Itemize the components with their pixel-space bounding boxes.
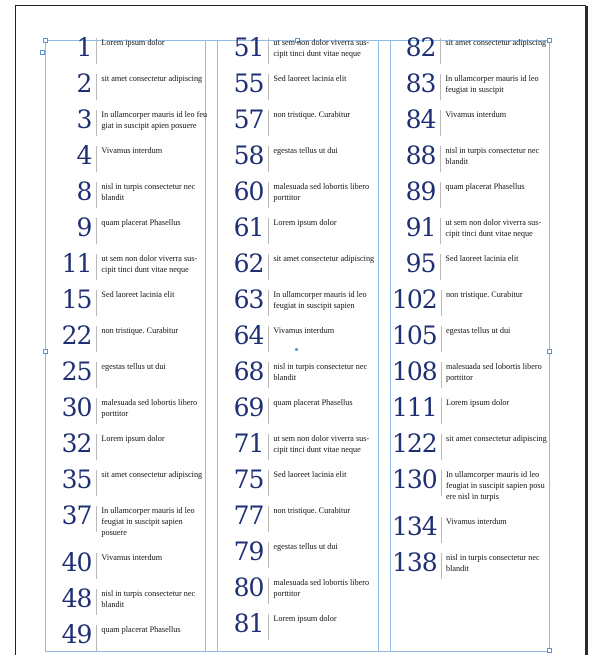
item-number: 130 xyxy=(392,465,437,494)
list-item xyxy=(392,322,552,352)
item-text: nisl in turpis consectetur nec blandit xyxy=(101,589,196,609)
item-number: 84 xyxy=(405,105,436,134)
item-text: nisl in turpis consectetur nec blandit xyxy=(101,182,196,202)
item-number: 108 xyxy=(392,357,437,386)
item-number: 49 xyxy=(61,620,92,649)
list-item xyxy=(220,286,380,316)
item-text: Sed laoreet lacinia elit xyxy=(273,74,347,83)
column-guide-2 xyxy=(217,40,218,652)
item-text: Sed laoreet lacinia elit xyxy=(445,254,519,263)
item-text: malesuada sed lobortis libero porttitor xyxy=(445,362,542,382)
item-number: 102 xyxy=(392,285,437,314)
item-text: non tristique. Curabitur xyxy=(101,326,179,335)
frame-in-port[interactable] xyxy=(40,50,45,55)
list-item xyxy=(392,286,552,316)
list-item xyxy=(220,358,380,388)
list-item xyxy=(392,430,552,460)
page-shadow xyxy=(585,6,588,655)
item-text: malesuada sed lobortis libero porttitor xyxy=(273,578,370,598)
item-number: 9 xyxy=(76,213,92,242)
item-text: Lorem ipsum dolor xyxy=(101,434,165,443)
item-number: 134 xyxy=(392,512,437,541)
list-item xyxy=(48,34,208,64)
item-number: 68 xyxy=(233,357,264,386)
list-item xyxy=(48,502,208,538)
item-number: 15 xyxy=(61,285,92,314)
item-text: malesuada sed lobortis libero porttitor xyxy=(101,398,198,418)
item-text: Vivamus interdum xyxy=(101,146,163,155)
item-text: sit amet consectetur adipiscing xyxy=(445,38,547,47)
list-item xyxy=(220,214,380,244)
list-item xyxy=(392,106,552,136)
item-number: 8 xyxy=(76,177,92,206)
item-number: 95 xyxy=(405,249,436,278)
item-text: malesuada sed lobortis libero porttitor xyxy=(273,182,370,202)
item-number: 37 xyxy=(61,501,92,530)
list-item xyxy=(220,610,380,640)
item-text: In ullamcorper mauris id leo feugiat in suscipit sapien posu ere nisl in turpis xyxy=(445,470,545,501)
item-number: 82 xyxy=(405,33,436,62)
item-text: ut sem non dolor viverra sus- cipit tinci dunt vitae neque xyxy=(445,218,542,238)
item-text: Lorem ipsum dolor xyxy=(273,218,337,227)
page-edge-left xyxy=(15,6,16,655)
frame-handle-bottom-right[interactable] xyxy=(547,648,552,653)
item-number: 91 xyxy=(405,213,436,242)
list-item xyxy=(48,250,208,280)
item-number: 79 xyxy=(233,537,264,566)
list-item xyxy=(220,142,380,172)
item-number: 25 xyxy=(61,357,92,386)
list-item xyxy=(220,466,380,496)
item-text: nisl in turpis consectetur nec blandit xyxy=(445,553,540,573)
item-text: Vivamus interdum xyxy=(445,110,507,119)
item-text: In ullamcorper mauris id leo feugiat in suscipit sapien posuere xyxy=(101,506,195,537)
item-text: Vivamus interdum xyxy=(101,553,163,562)
item-number: 60 xyxy=(233,177,264,206)
item-text: non tristique. Curabitur xyxy=(273,110,351,119)
item-text: Lorem ipsum dolor xyxy=(273,614,337,623)
item-text: egestas tellus ut dui xyxy=(101,362,166,371)
item-text: sit amet consectetur adipiscing xyxy=(101,74,203,83)
item-number: 71 xyxy=(233,429,264,458)
list-item xyxy=(48,430,208,460)
item-number: 80 xyxy=(233,573,264,602)
list-item xyxy=(392,214,552,244)
list-item xyxy=(220,70,380,100)
item-text: quam placerat Phasellus xyxy=(101,625,181,634)
list-item xyxy=(220,34,380,64)
item-text: Sed laoreet lacinia elit xyxy=(273,470,347,479)
item-text: ut sem non dolor viverra sus- cipit tinci dunt vitae neque xyxy=(101,254,198,274)
list-item xyxy=(220,106,380,136)
item-number: 1 xyxy=(76,33,92,62)
list-item xyxy=(220,250,380,280)
item-number: 22 xyxy=(61,321,92,350)
item-number: 64 xyxy=(233,321,264,350)
item-number: 138 xyxy=(392,548,437,577)
item-text: In ullamcorper mauris id leo feugiat in suscipit sapien xyxy=(273,290,367,310)
list-item xyxy=(220,502,380,532)
list-item xyxy=(220,430,380,460)
item-number: 111 xyxy=(392,393,437,422)
item-text: egestas tellus ut dui xyxy=(445,326,511,335)
item-text: Lorem ipsum dolor xyxy=(101,38,165,47)
item-text: Sed laoreet lacinia elit xyxy=(101,290,175,299)
item-number: 40 xyxy=(61,548,92,577)
item-text: Vivamus interdum xyxy=(273,326,335,335)
item-text: Vivamus interdum xyxy=(445,517,507,526)
list-item xyxy=(48,70,208,100)
list-item xyxy=(392,250,552,280)
list-item xyxy=(48,106,208,136)
list-item xyxy=(392,70,552,100)
item-text: In ullamcorper mauris id leo feu giat in suscipit apien posuere xyxy=(101,110,208,130)
item-text: nisl in turpis consectetur nec blandit xyxy=(273,362,368,382)
item-text: quam placerat Phasellus xyxy=(101,218,181,227)
item-text: sit amet consectetur adipiscing xyxy=(273,254,375,263)
list-item xyxy=(220,394,380,424)
item-number: 32 xyxy=(61,429,92,458)
list-item xyxy=(392,142,552,172)
item-number: 69 xyxy=(233,393,264,422)
column-guide-4 xyxy=(390,40,391,652)
item-number: 77 xyxy=(233,501,264,530)
list-item xyxy=(220,574,380,604)
item-text: quam placerat Phasellus xyxy=(273,398,353,407)
item-number: 57 xyxy=(233,105,264,134)
list-item xyxy=(48,178,208,208)
item-number: 58 xyxy=(233,141,264,170)
item-text: ut sem non dolor viverra sus- cipit tinci dunt vitae neque xyxy=(273,434,370,454)
item-text: In ullamcorper mauris id leo feugiat in suscipit xyxy=(445,74,539,94)
list-item xyxy=(392,466,552,502)
item-number: 61 xyxy=(233,213,264,242)
item-number: 81 xyxy=(233,609,264,638)
item-text: sit amet consectetur adipiscing xyxy=(445,434,547,443)
item-text: ut sem non dolor viverra sus- cipit tinci dunt vitae neque xyxy=(273,38,370,58)
list-item xyxy=(392,513,552,543)
item-text: sit amet consectetur adipiscing xyxy=(101,470,203,479)
item-text: quam placerat Phasellus xyxy=(445,182,525,191)
list-item xyxy=(48,286,208,316)
item-number: 2 xyxy=(76,69,92,98)
item-number: 83 xyxy=(405,69,436,98)
item-number: 89 xyxy=(405,177,436,206)
item-number: 11 xyxy=(61,249,92,278)
item-number: 3 xyxy=(76,105,92,134)
list-item xyxy=(392,34,552,64)
list-item xyxy=(220,178,380,208)
list-item xyxy=(220,322,380,352)
item-number: 35 xyxy=(61,465,92,494)
list-item xyxy=(48,322,208,352)
list-item xyxy=(48,214,208,244)
item-number: 51 xyxy=(233,33,264,62)
item-number: 63 xyxy=(233,285,264,314)
item-text: nisl in turpis consectetur nec blandit xyxy=(445,146,540,166)
list-item xyxy=(392,549,552,579)
item-number: 122 xyxy=(392,429,437,458)
list-item xyxy=(220,538,380,568)
item-number: 88 xyxy=(405,141,436,170)
item-text: Lorem ipsum dolor xyxy=(445,398,510,407)
item-number: 30 xyxy=(61,393,92,422)
list-item xyxy=(48,394,208,424)
item-number: 55 xyxy=(233,69,264,98)
item-text: non tristique. Curabitur xyxy=(273,506,351,515)
item-text: egestas tellus ut dui xyxy=(273,542,338,551)
list-item xyxy=(392,358,552,388)
list-item xyxy=(48,621,208,651)
list-item xyxy=(48,585,208,615)
item-number: 62 xyxy=(233,249,264,278)
list-item xyxy=(392,394,552,424)
item-number: 105 xyxy=(392,321,437,350)
list-item xyxy=(48,549,208,579)
item-text: egestas tellus ut dui xyxy=(273,146,338,155)
list-item xyxy=(48,358,208,388)
item-number: 48 xyxy=(61,584,92,613)
item-text: non tristique. Curabitur xyxy=(445,290,523,299)
item-number: 75 xyxy=(233,465,264,494)
list-item xyxy=(48,142,208,172)
list-item xyxy=(392,178,552,208)
list-item xyxy=(48,466,208,496)
item-number: 4 xyxy=(76,141,92,170)
page-edge-top xyxy=(15,5,586,6)
